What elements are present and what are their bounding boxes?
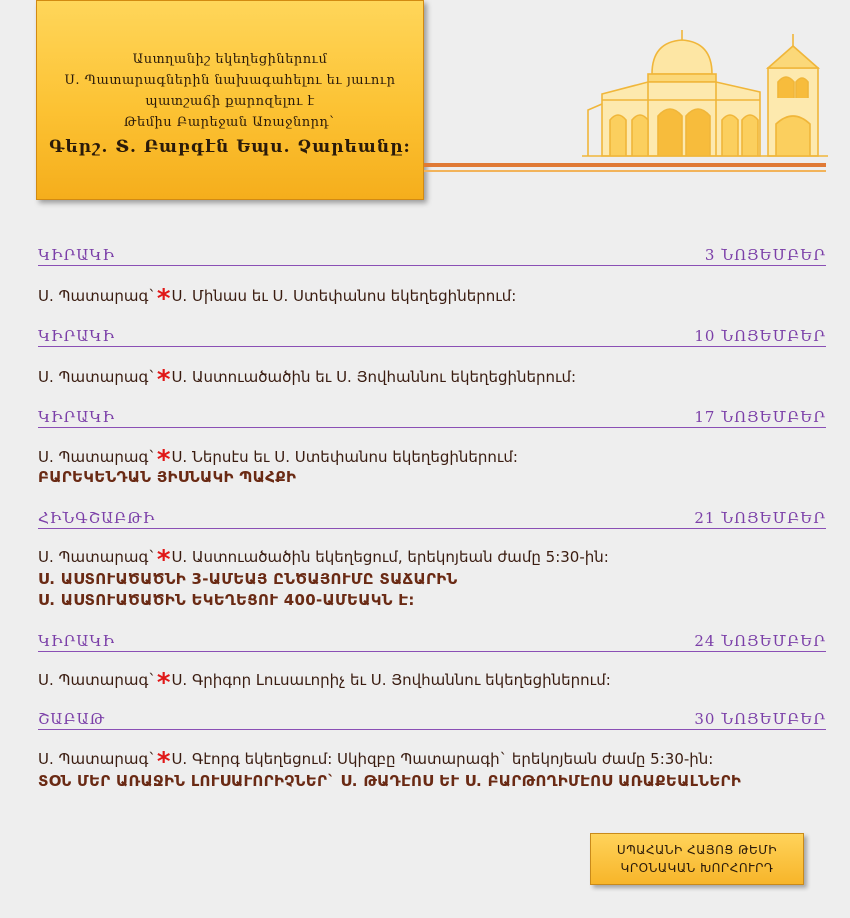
announcement-line-3: պատշաճի քարոզելու է — [145, 93, 315, 109]
date-label: 21 ՆՈՅԵՄԲԵՐ — [694, 509, 826, 527]
liturgy-prefix: Ս. Պատարագ` — [38, 750, 156, 768]
liturgy-text: Ս. Մինաս եւ Ս. Ստեփանոս եկեղեցիներում: — [171, 287, 517, 305]
announcement-line-1: Աստղանիշ եկեղեցիներում — [132, 51, 328, 67]
feast-note: ՏՕՆ ՄԵՐ ԱՌԱՋԻՆ ԼՈՒՍԱՒՈՐԻՉՆԵՐ` Ս. ԹԱԴԷՈՍ ԵՒ Ս. ԲԱՐԹՈՂԻՄԷՈՍ ԱՌԱՔԵԱԼՆԵՐԻ — [38, 772, 742, 790]
liturgy-line — [38, 545, 609, 575]
liturgy-prefix: Ս. Պատարագ` — [38, 448, 156, 466]
schedule-day-row — [38, 246, 826, 266]
date-label: 3 ՆՈՅԵՄԲԵՐ — [704, 246, 826, 264]
council-signature-box — [590, 833, 804, 885]
day-of-week: ՇԱԲԱԹ — [38, 710, 106, 728]
schedule-day-row — [38, 710, 826, 730]
liturgy-text: Ս. Գրիգոր Լուսաւորիչ եւ Ս. Յովհաննու եկեղեցիներում: — [171, 671, 611, 689]
date-label: 24 ՆՈՅԵՄԲԵՐ — [694, 632, 826, 650]
liturgy-text: Ս. Աստուածածին եւ Ս. Յովհաննու եկեղեցիներում: — [171, 368, 577, 386]
council-line-2: ԿՐՕՆԱԿԱՆ ԽՈՐՀՈՒՐԴ — [620, 861, 774, 875]
decorative-divider-thin — [424, 170, 826, 172]
star-icon: * — [156, 445, 171, 475]
star-icon: * — [156, 747, 171, 777]
bishop-name: Գերշ. Տ. Բաբգէն Եպս. Չարեանը: — [49, 136, 411, 157]
star-icon: * — [156, 284, 171, 314]
day-of-week: ՀԻՆԳՇԱԲԹԻ — [38, 509, 156, 527]
liturgy-text: Ս. Աստուածածին եկեղեցում, երեկոյեան ժամը 5:30-ին: — [171, 548, 609, 566]
liturgy-line — [38, 284, 517, 314]
feast-note: Ս. ԱՍՏՈՒԱԾԱԾԻՆ ԵԿԵՂԵՑՈՒ 400-ԱՄԵԱԿՆ Է: — [38, 591, 415, 609]
liturgy-line — [38, 668, 611, 698]
date-label: 10 ՆՈՅԵՄԲԵՐ — [694, 327, 826, 345]
day-of-week: ԿԻՐԱԿԻ — [38, 327, 116, 345]
decorative-divider — [424, 163, 826, 167]
schedule-day-row — [38, 327, 826, 347]
schedule-day-row — [38, 632, 826, 652]
liturgy-line — [38, 365, 577, 395]
feast-note: ԲԱՐԵԿԵՆԴԱՆ ՅԻՍՆԱԿԻ ՊԱՀՔԻ — [38, 468, 297, 486]
schedule-day-row — [38, 509, 826, 529]
liturgy-text: Ս. Ներսէս եւ Ս. Ստեփանոս եկեղեցիներում: — [171, 448, 518, 466]
liturgy-text: Ս. Գէորգ եկեղեցում: Սկիզբը Պատարագի` երեկոյեան ժամը 5:30-ին: — [171, 750, 714, 768]
liturgy-line — [38, 747, 714, 777]
star-icon: * — [156, 545, 171, 575]
star-icon: * — [156, 365, 171, 395]
announcement-line-4: Թեմիս Բարեջան Առաջնորդ` — [123, 114, 337, 130]
church-illustration — [582, 28, 828, 164]
liturgy-prefix: Ս. Պատարագ` — [38, 368, 156, 386]
day-of-week: ԿԻՐԱԿԻ — [38, 408, 116, 426]
feast-note: Ս. ԱՍՏՈՒԱԾԱԾՆԻ 3-ԱՄԵԱՅ ԸՆԾԱՅՈՒՄԸ ՏԱՃԱՐԻՆ — [38, 570, 458, 588]
announcement-box — [36, 0, 424, 200]
liturgy-prefix: Ս. Պատարագ` — [38, 548, 156, 566]
announcement-line-2: Ս. Պատարագներին նախագահելու եւ յաւուր — [64, 72, 396, 88]
date-label: 17 ՆՈՅԵՄԲԵՐ — [694, 408, 826, 426]
schedule-day-row — [38, 408, 826, 428]
council-line-1: ՍՊԱՀԱՆԻ ՀԱՅՈՑ ԹԵՄԻ — [616, 843, 778, 857]
day-of-week: ԿԻՐԱԿԻ — [38, 632, 116, 650]
liturgy-prefix: Ս. Պատարագ` — [38, 287, 156, 305]
day-of-week: ԿԻՐԱԿԻ — [38, 246, 116, 264]
liturgy-line — [38, 445, 518, 475]
star-icon: * — [156, 668, 171, 698]
liturgy-prefix: Ս. Պատարագ` — [38, 671, 156, 689]
date-label: 30 ՆՈՅԵՄԲԵՐ — [694, 710, 826, 728]
